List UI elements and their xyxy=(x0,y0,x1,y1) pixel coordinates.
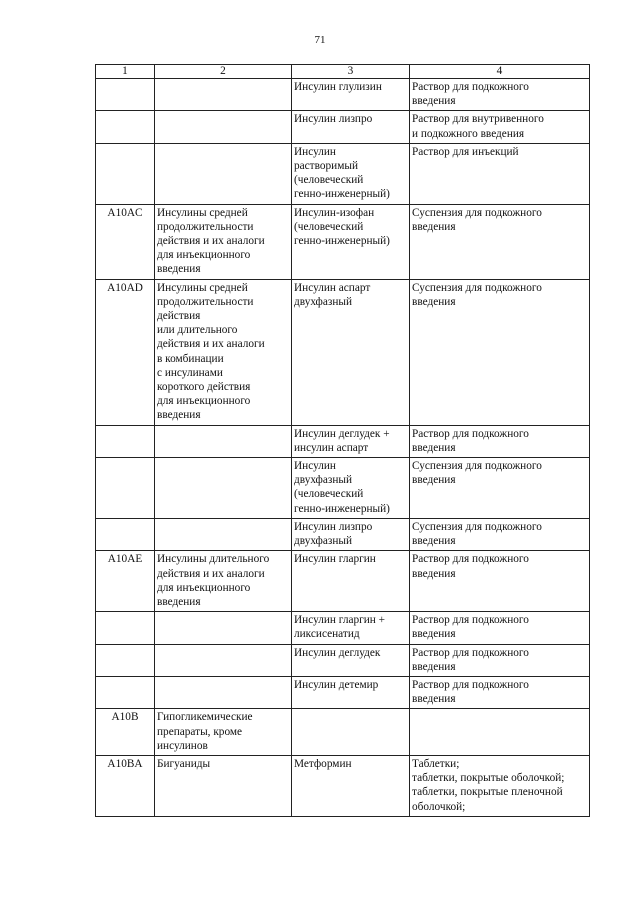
drug-name-cell: Инсулин детемир xyxy=(292,676,410,708)
dosage-form-cell: Раствор для подкожного введения xyxy=(410,612,590,644)
anatomical-group-cell: Гипогликемические препараты, кроме инсулинов xyxy=(155,709,292,756)
table-row xyxy=(96,79,590,111)
table-row xyxy=(96,676,590,708)
table-row xyxy=(96,425,590,457)
dosage-form-cell: Раствор для подкожного введения xyxy=(410,425,590,457)
table-row xyxy=(96,143,590,204)
dosage-form-cell: Суспензия для подкожного введения xyxy=(410,279,590,425)
column-header-drug: 3 xyxy=(292,65,410,79)
drug-name-cell: Инсулин деглудек + инсулин аспарт xyxy=(292,425,410,457)
atc-code-cell: A10AD xyxy=(96,279,155,425)
atc-code-cell xyxy=(96,458,155,519)
table-row xyxy=(96,551,590,612)
page-number: 71 xyxy=(314,34,326,46)
dosage-form-cell: Раствор для инъекций xyxy=(410,143,590,204)
drug-name-cell: Инсулин двухфазный (человеческий генно-инженерный) xyxy=(292,458,410,519)
anatomical-group-cell xyxy=(155,518,292,550)
dosage-form-cell xyxy=(410,709,590,756)
table-row xyxy=(96,612,590,644)
drug-name-cell: Инсулин лизпро двухфазный xyxy=(292,518,410,550)
anatomical-group-cell xyxy=(155,79,292,111)
medication-table xyxy=(95,64,590,817)
atc-code-cell xyxy=(96,518,155,550)
table-row xyxy=(96,458,590,519)
dosage-form-cell: Раствор для подкожного введения xyxy=(410,79,590,111)
table-row xyxy=(96,709,590,756)
drug-name-cell: Инсулин лизпро xyxy=(292,111,410,143)
table-row xyxy=(96,111,590,143)
table-row xyxy=(96,204,590,279)
drug-name-cell: Инсулин деглудек xyxy=(292,644,410,676)
anatomical-group-cell xyxy=(155,676,292,708)
anatomical-group-cell xyxy=(155,425,292,457)
atc-code-cell: A10B xyxy=(96,709,155,756)
dosage-form-cell: Раствор для внутривенного и подкожного введения xyxy=(410,111,590,143)
atc-code-cell xyxy=(96,111,155,143)
header-row xyxy=(96,65,590,79)
table-body xyxy=(96,79,590,817)
column-header-code: 1 xyxy=(96,65,155,79)
dosage-form-cell: Суспензия для подкожного введения xyxy=(410,204,590,279)
table-row xyxy=(96,644,590,676)
atc-code-cell xyxy=(96,676,155,708)
atc-code-cell: A10BA xyxy=(96,755,155,816)
anatomical-group-cell xyxy=(155,612,292,644)
anatomical-group-cell xyxy=(155,458,292,519)
anatomical-group-cell xyxy=(155,143,292,204)
drug-name-cell: Инсулин глулизин xyxy=(292,79,410,111)
anatomical-group-cell xyxy=(155,644,292,676)
atc-code-cell xyxy=(96,425,155,457)
anatomical-group-cell: Инсулины средней продолжительности действия или длительного действия и их аналоги в комбинации с инсулинами короткого действия для инъекционного введения xyxy=(155,279,292,425)
drug-name-cell: Инсулин гларгин + ликсисенатид xyxy=(292,612,410,644)
atc-code-cell: A10AC xyxy=(96,204,155,279)
table-row xyxy=(96,755,590,816)
drug-name-cell: Метформин xyxy=(292,755,410,816)
drug-name-cell: Инсулин-изофан (человеческий генно-инженерный) xyxy=(292,204,410,279)
dosage-form-cell: Суспензия для подкожного введения xyxy=(410,458,590,519)
atc-code-cell xyxy=(96,143,155,204)
drug-name-cell: Инсулин гларгин xyxy=(292,551,410,612)
atc-code-cell: A10AE xyxy=(96,551,155,612)
table-row xyxy=(96,279,590,425)
drug-name-cell: Инсулин аспарт двухфазный xyxy=(292,279,410,425)
table-row xyxy=(96,518,590,550)
dosage-form-cell: Раствор для подкожного введения xyxy=(410,644,590,676)
anatomical-group-cell: Инсулины средней продолжительности действия и их аналоги для инъекционного введения xyxy=(155,204,292,279)
dosage-form-cell: Суспензия для подкожного введения xyxy=(410,518,590,550)
column-header-form: 4 xyxy=(410,65,590,79)
atc-code-cell xyxy=(96,612,155,644)
drug-name-cell xyxy=(292,709,410,756)
anatomical-group-cell: Инсулины длительного действия и их аналоги для инъекционного введения xyxy=(155,551,292,612)
drug-name-cell: Инсулин растворимый (человеческий генно-инженерный) xyxy=(292,143,410,204)
atc-code-cell xyxy=(96,644,155,676)
column-header-group: 2 xyxy=(155,65,292,79)
anatomical-group-cell: Бигуаниды xyxy=(155,755,292,816)
anatomical-group-cell xyxy=(155,111,292,143)
dosage-form-cell: Раствор для подкожного введения xyxy=(410,551,590,612)
atc-code-cell xyxy=(96,79,155,111)
dosage-form-cell: Раствор для подкожного введения xyxy=(410,676,590,708)
dosage-form-cell: Таблетки; таблетки, покрытые оболочкой; таблетки, покрытые пленочной оболочкой; xyxy=(410,755,590,816)
